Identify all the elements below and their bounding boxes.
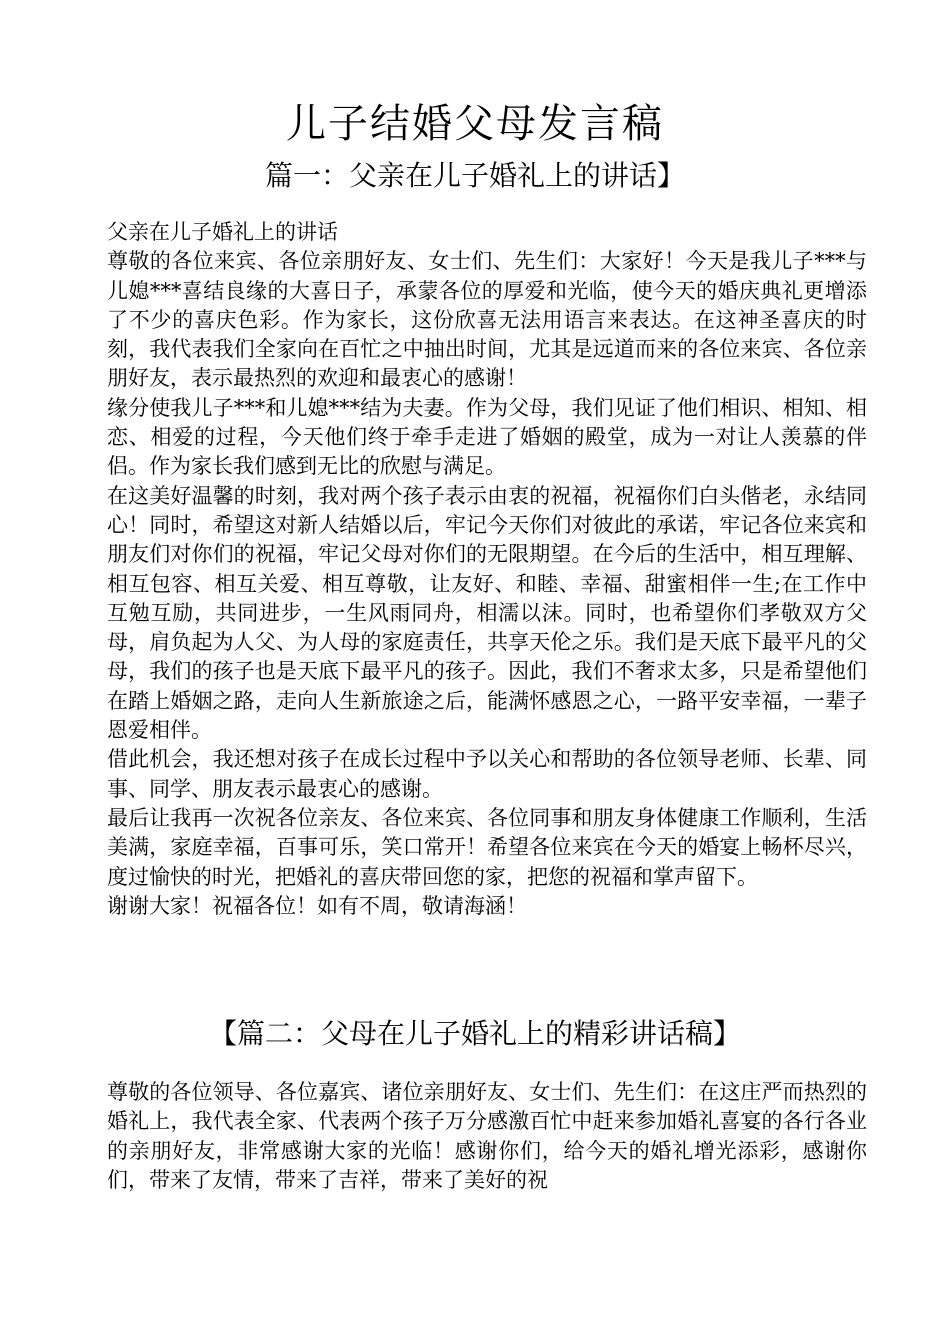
section-1-body	[107, 218, 867, 921]
section-1-paragraph: 谢谢大家！祝福各位！如有不周，敬请海涵！	[107, 893, 527, 918]
section-2-heading: 【篇二：父母在儿子婚礼上的精彩讲话稿】	[208, 1017, 741, 1050]
section-1-paragraph: 父亲在儿子婚礼上的讲话	[107, 220, 338, 244]
section-1-paragraph: 借此机会，我还想对孩子在成长过程中予以关心和帮助的各位领导老师、长辈、同事、同学、朋友表示最衷心的感谢。	[107, 747, 867, 801]
section-1-heading: 篇一：父亲在儿子婚礼上的讲话】	[264, 159, 685, 192]
document-title: 儿子结婚父母发言稿	[286, 101, 664, 147]
section-1-paragraph: 最后让我再一次祝各位亲友、各位来宾、各位同事和朋友身体健康工作顺利，生活美满，家庭幸福，百事可乐，笑口常开！希望各位来宾在今天的婚宴上畅杯尽兴，度过愉快的时光，把婚礼的喜庆带回您的家，把您的祝福和掌声留下。	[107, 805, 867, 889]
section-1-paragraph: 尊敬的各位来宾、各位亲朋好友、女士们、先生们：大家好！今天是我儿子***与儿媳***喜结良缘的大喜日子，承蒙各位的厚爱和光临，使今天的婚庆典礼更增添了不少的喜庆色彩。作为家长，这份欣喜无法用语言来表达。在这神圣喜庆的时刻，我代表我们全家向在百忙之中抽出时间，尤其是远道而来的各位来宾、各位亲朋好友，表示最热烈的欢迎和最衷心的感谢！	[107, 249, 867, 391]
section-2-body	[107, 1078, 867, 1195]
section-2-paragraph: 尊敬的各位领导、各位嘉宾、诸位亲朋好友、女士们、先生们：在这庄严而热烈的婚礼上，我代表全家、代表两个孩子万分感激百忙中赶来参加婚礼喜宴的各行各业的亲朋好友，非常感谢大家的光临！感谢你们，给今天的婚礼增光添彩，感谢你们，带来了友情，带来了吉祥，带来了美好的祝	[107, 1080, 867, 1192]
section-1-paragraph: 缘分使我儿子***和儿媳***结为夫妻。作为父母，我们见证了他们相识、相知、相恋、相爱的过程，今天他们终于牵手走进了婚姻的殿堂，成为一对让人羡慕的伴侣。作为家长我们感到无比的欣慰与满足。	[107, 395, 867, 479]
section-1-paragraph: 在这美好温馨的时刻，我对两个孩子表示由衷的祝福，祝福你们白头偕老，永结同心！同时，希望这对新人结婚以后，牢记今天你们对彼此的承诺，牢记各位来宾和朋友们对你们的祝福，牢记父母对你们的无限期望。在今后的生活中，相互理解、相互包容、相互关爱、相互尊敬，让友好、和睦、幸福、甜蜜相伴一生;在工作中互勉互励，共同进步，一生风雨同舟，相濡以沫。同时，也希望你们孝敬双方父母，肩负起为人父、为人母的家庭责任，共享天伦之乐。我们是天底下最平凡的父母，我们的孩子也是天底下最平凡的孩子。因此，我们不奢求太多，只是希望他们在踏上婚姻之路，走向人生新旅途之后，能满怀感恩之心，一路平安幸福，一辈子恩爱相伴。	[107, 483, 867, 743]
